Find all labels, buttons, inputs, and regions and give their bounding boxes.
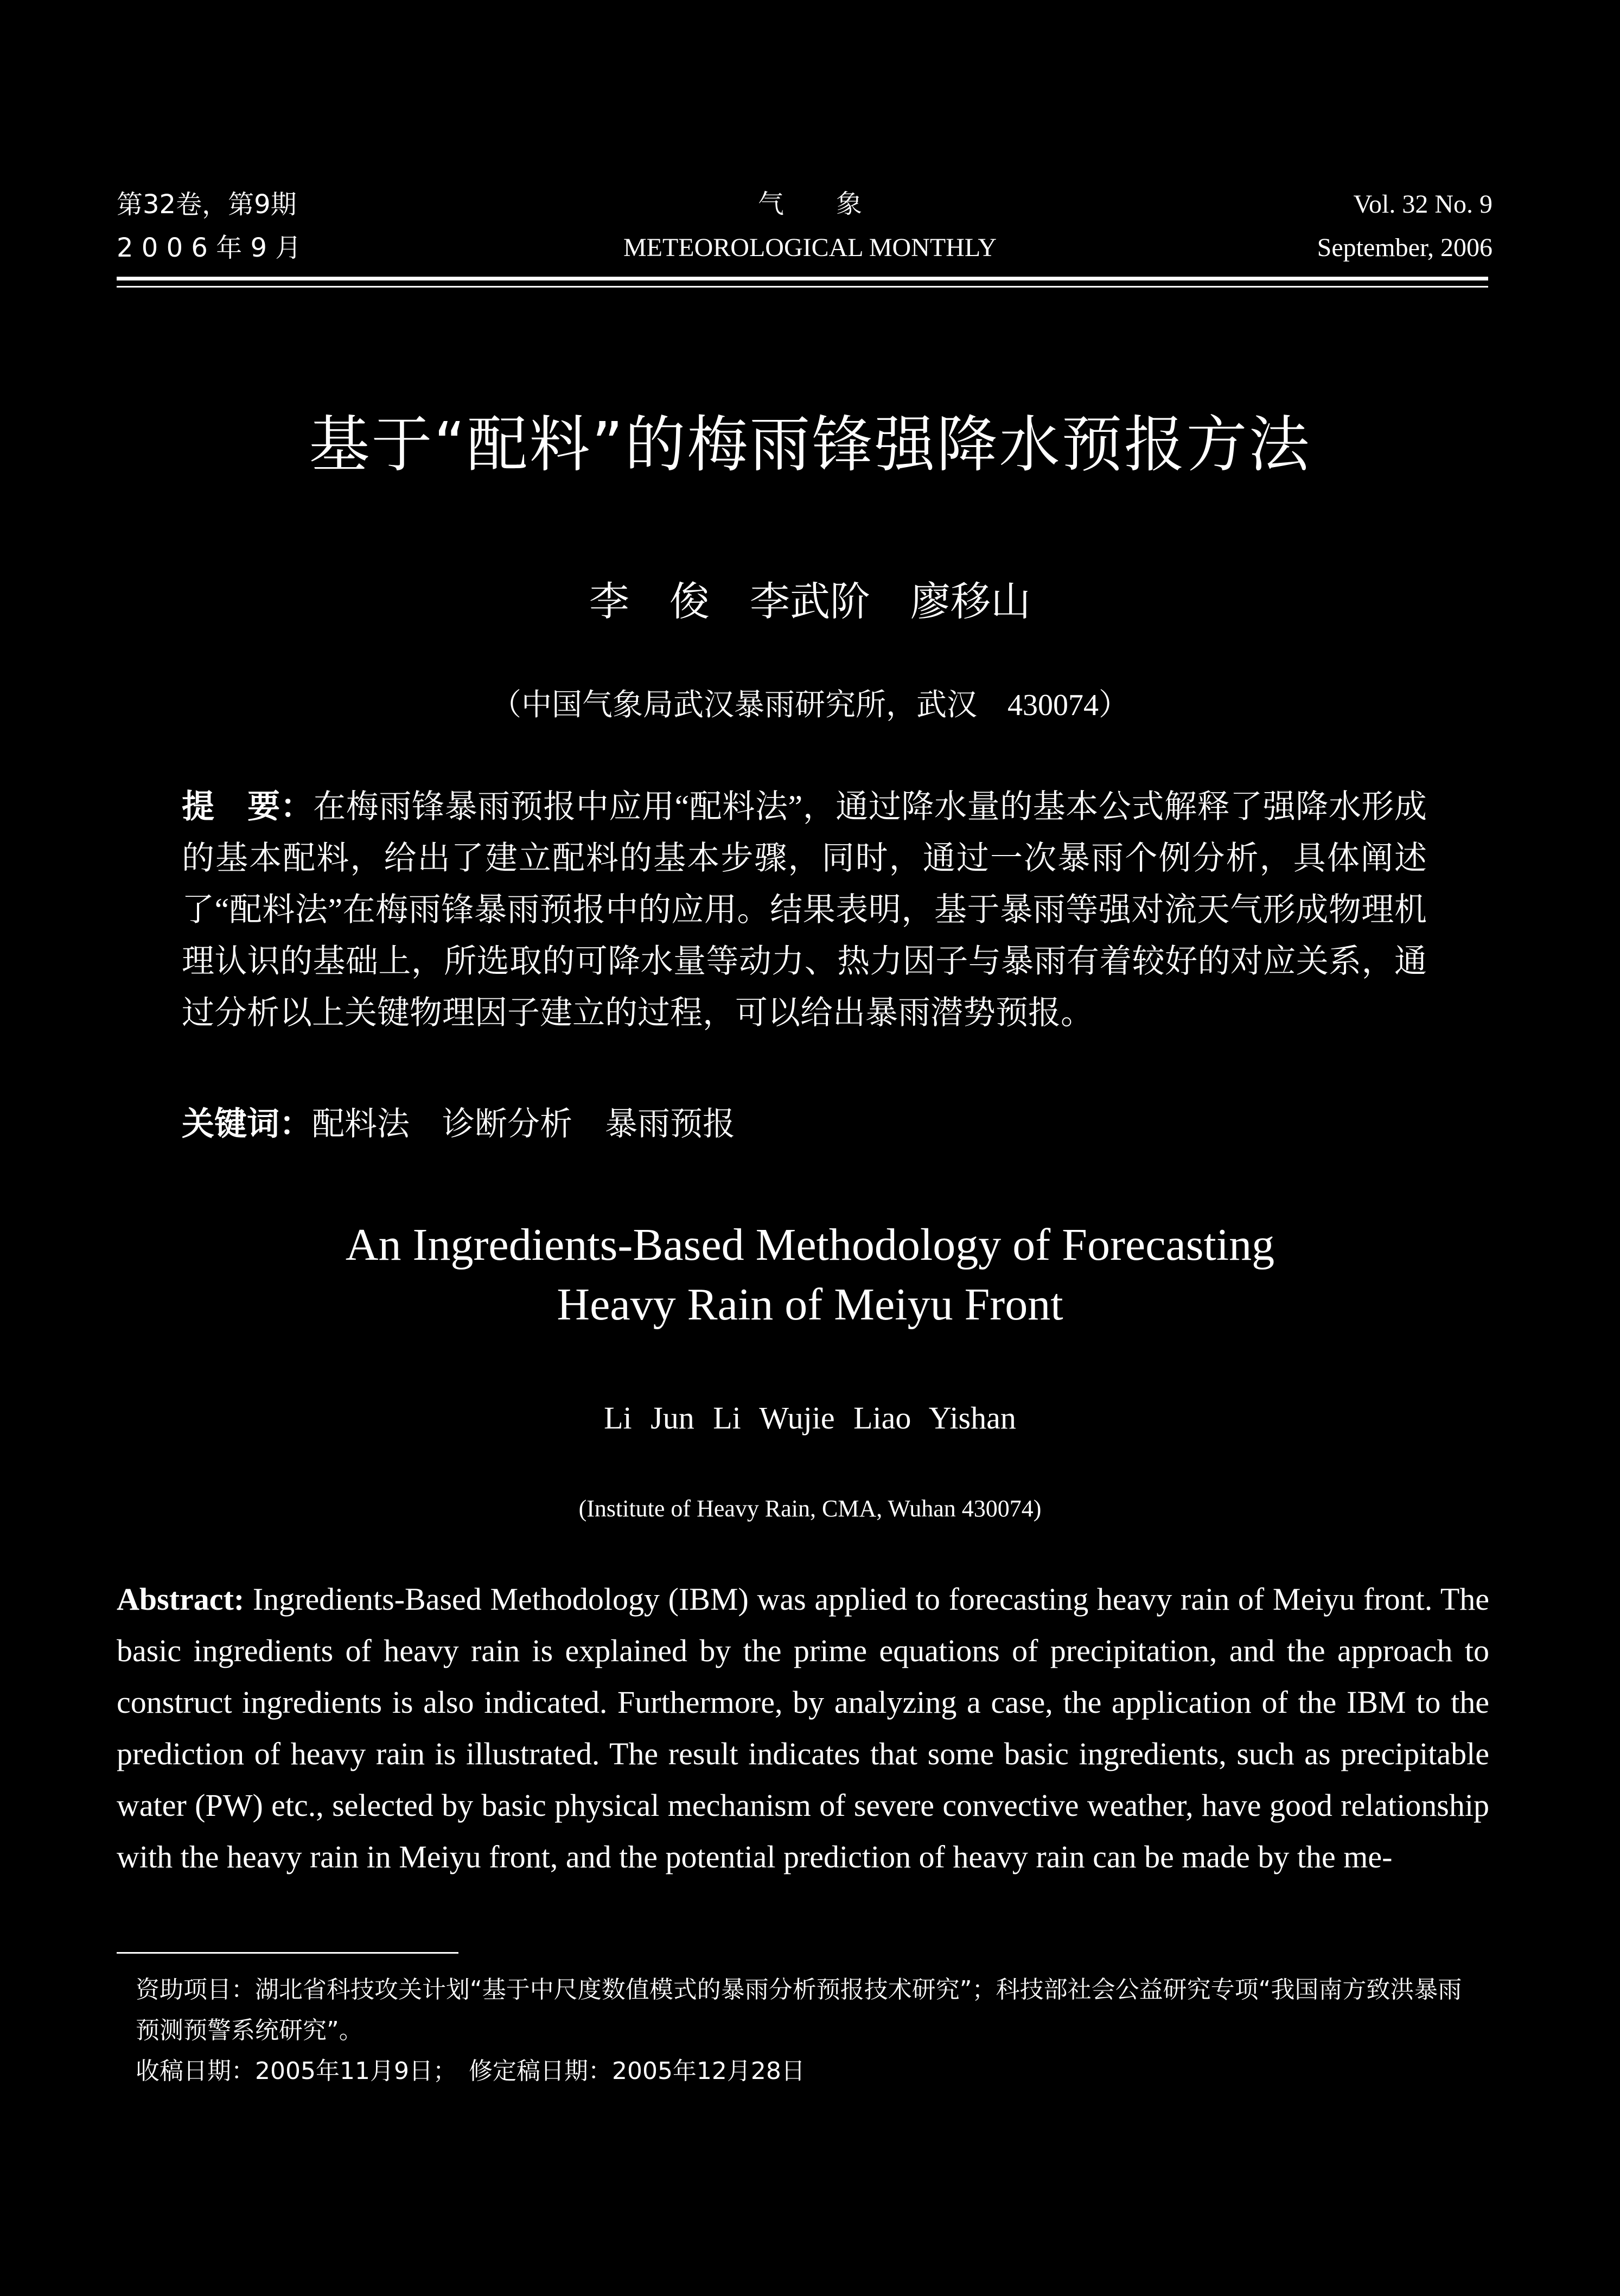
volume-issue-cn: 第32卷，第9期 (117, 189, 297, 220)
paper-title-en-line1: An Ingredients-Based Methodology of Forecasting (345, 1220, 1275, 1270)
abstract-en (117, 1573, 1489, 1883)
date-cn: 2 0 0 6 年 9 月 (117, 233, 302, 263)
paper-title-en-line2: Heavy Rain of Meiyu Front (557, 1279, 1063, 1330)
journal-name-cn: 气 象 (757, 190, 862, 219)
keywords-cn (182, 1099, 1427, 1150)
header-rule-thin (117, 286, 1488, 288)
keywords-cn-label: 关键词： (182, 1105, 312, 1143)
affiliation-en: (Institute of Heavy Rain, CMA, Wuhan 430074) (578, 1495, 1042, 1522)
journal-issue-en (1317, 183, 1493, 270)
authors-en: Li Jun Li Wujie Liao Yishan (604, 1400, 1016, 1436)
abstract-cn (182, 781, 1427, 1039)
affiliation-cn: （中国气象局武汉暴雨研究所，武汉 430074） (491, 688, 1129, 722)
footnote-dates: 收稿日期：2005年11月9日； 修定稿日期：2005年12月28日 (136, 2057, 805, 2085)
abstract-en-text: Ingredients-Based Methodology (IBM) was applied to forecasting heavy rain of Meiyu front. The basic ingredients of heavy rain is explained by the prime equations of precipitation, and the approach to construct ingredients is also indicated. Furthermore, by analyzing a case, the application of the IBM to the prediction of heavy rain is illustrated. The result indicates that some basic ingredients, such as precipitable water (PW) etc., selected by basic physical mechanism of severe convective weather, have good relationship with the heavy rain in Meiyu front, and the potential prediction of heavy rain can be made by the me- (117, 1581, 1489, 1874)
authors-cn: 李 俊 李武阶 廖移山 (589, 580, 1031, 624)
paper-title-en (0, 1215, 1620, 1335)
date-en: September, 2006 (1317, 233, 1493, 262)
journal-name-en: METEOROLOGICAL MONTHLY (623, 233, 997, 262)
volume-issue-en: Vol. 32 No. 9 (1353, 190, 1493, 219)
footnote-rule (117, 1952, 458, 1954)
paper-title-cn: 基于“配料”的梅雨锋强降水预报方法 (309, 410, 1311, 480)
footnote-funding: 资助项目：湖北省科技攻关计划“基于中尺度数值模式的暴雨分析预报技术研究”；科技部社会公益研究专项“我国南方致洪暴雨预测预警系统研究”。 (136, 1976, 1462, 2044)
keywords-cn-text: 配料法 诊断分析 暴雨预报 (312, 1106, 735, 1142)
abstract-cn-label: 提 要： (182, 788, 314, 826)
abstract-en-label: Abstract: (117, 1581, 245, 1617)
abstract-cn-text: 在梅雨锋暴雨预报中应用“配料法”，通过降水量的基本公式解释了强降水形成的基本配料，给出了建立配料的基本步骤，同时，通过一次暴雨个例分析，具体阐述了“配料法”在梅雨锋暴雨预报中的应用。结果表明，基于暴雨等强对流天气形成物理机理认识的基础上，所选取的可降水量等动力、热力因子与暴雨有着较好的对应关系，通过分析以上关键物理因子建立的过程，可以给出暴雨潜势预报。 (182, 789, 1427, 1031)
header-rule-thick (117, 277, 1488, 280)
